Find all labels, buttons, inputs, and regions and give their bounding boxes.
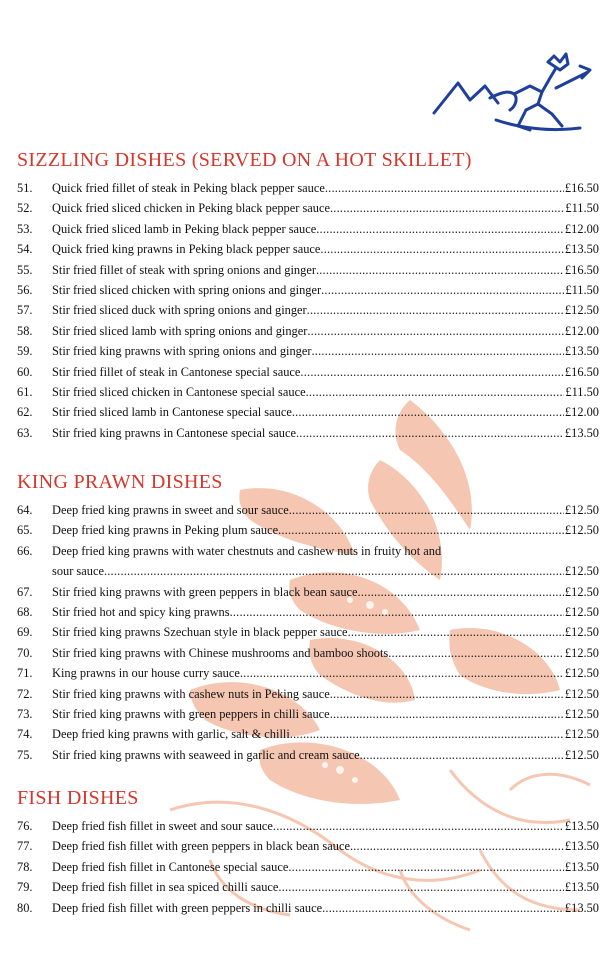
dot-leader	[307, 300, 564, 320]
item-description: Deep fried fish fillet in sea spiced chilli sauce	[52, 880, 279, 895]
dot-leader	[307, 321, 564, 341]
item-description: Stir fried king prawns Szechuan style in black pepper sauce	[52, 625, 348, 640]
item-number: 75.	[17, 747, 33, 762]
dot-leader	[104, 561, 564, 581]
item-number: 60.	[17, 364, 33, 379]
dot-leader	[292, 402, 564, 422]
menu-item	[0, 622, 614, 642]
dot-leader	[316, 219, 564, 239]
item-line	[52, 561, 599, 581]
item-description: Quick fried king prawns in Peking black pepper sauce	[52, 242, 321, 257]
item-number: 70.	[17, 645, 33, 660]
item-description: Deep fried fish fillet in sweet and sour sauce	[52, 819, 273, 833]
dot-leader	[278, 877, 564, 897]
item-line	[52, 622, 599, 642]
item-number: 58.	[17, 323, 33, 338]
item-line	[52, 898, 599, 918]
item-line	[52, 321, 599, 341]
item-description: Quick fried fillet of steak in Peking black pepper sauce	[52, 181, 325, 195]
dot-leader	[330, 198, 564, 218]
item-number: 73.	[17, 706, 33, 721]
item-description: Stir fried fillet of steak with spring onions and ginger	[52, 262, 316, 277]
menu-item	[0, 816, 614, 836]
item-number: 59.	[17, 344, 33, 359]
item-line	[52, 816, 599, 836]
item-price: £13.50	[564, 425, 599, 440]
item-line	[52, 402, 599, 422]
item-line	[52, 663, 599, 683]
dot-leader	[330, 704, 564, 724]
item-description-line: Deep fried king prawns with water chestnuts and cashew nuts in fruity hot and	[52, 543, 442, 558]
dot-leader	[240, 663, 564, 683]
item-description: Deep fried king prawns with garlic, salt & chilli	[52, 727, 290, 742]
item-description: Stir fried sliced chicken in Cantonese special sauce	[52, 384, 306, 399]
item-price: £12.50	[564, 503, 599, 517]
item-line	[52, 836, 599, 856]
item-price: £12.00	[564, 221, 599, 236]
item-number: 68.	[17, 604, 33, 619]
item-price: £12.50	[564, 523, 599, 538]
item-description: Stir fried king prawns in Cantonese special sauce	[52, 425, 296, 440]
item-number: 56.	[17, 282, 33, 297]
item-number: 79.	[17, 880, 33, 895]
item-line	[52, 520, 599, 540]
item-price: £13.50	[564, 900, 599, 915]
item-number: 61.	[17, 384, 33, 399]
section-title: KING PRAWN DISHES	[17, 471, 223, 493]
dot-leader	[311, 341, 563, 361]
item-description: Stir fried sliced duck with spring onions and ginger	[52, 303, 307, 318]
dot-leader	[290, 724, 564, 744]
item-price: £13.50	[564, 819, 599, 833]
menu-item	[0, 402, 614, 422]
dot-leader	[296, 423, 564, 443]
menu-item	[0, 643, 614, 663]
item-price: £13.50	[564, 880, 599, 895]
menu-item	[0, 382, 614, 402]
item-description: Deep fried fish fillet with green peppers in chilli sauce	[52, 900, 323, 915]
item-price: £12.50	[564, 604, 599, 619]
dot-leader	[350, 836, 564, 856]
item-description: Stir fried sliced lamb in Cantonese special sauce	[52, 405, 292, 420]
item-price: £11.50	[565, 384, 599, 399]
item-line	[52, 857, 599, 877]
item-price: £16.50	[564, 181, 599, 195]
menu-item	[0, 362, 614, 382]
item-number: 74.	[17, 727, 33, 742]
item-price: £11.50	[565, 282, 599, 297]
item-line	[52, 684, 599, 704]
item-number: 62.	[17, 405, 33, 420]
section-title: FISH DISHES	[17, 787, 139, 809]
item-description: Stir fried king prawns with Chinese mushrooms and bamboo shoots	[52, 645, 389, 660]
menu-item	[0, 300, 614, 320]
menu-item	[0, 704, 614, 724]
item-line	[52, 260, 599, 280]
menu-item	[0, 260, 614, 280]
dot-leader	[278, 520, 564, 540]
menu-item	[0, 280, 614, 300]
item-line	[52, 239, 599, 259]
item-price: £12.50	[564, 747, 599, 762]
item-number: 72.	[17, 686, 33, 701]
item-description: Deep fried fish fillet in Cantonese special sauce	[52, 859, 289, 874]
menu-item	[0, 520, 614, 540]
item-line	[52, 178, 599, 198]
item-line	[52, 704, 599, 724]
mountain-rider-logo-icon	[430, 48, 595, 133]
menu-item	[0, 857, 614, 877]
dot-leader	[388, 643, 564, 663]
dot-leader	[273, 816, 564, 836]
item-price: £12.50	[564, 625, 599, 640]
item-line	[52, 500, 599, 520]
item-price: £13.50	[564, 839, 599, 854]
item-line	[52, 382, 599, 402]
item-line	[52, 877, 599, 897]
menu-item	[0, 663, 614, 683]
item-description: Deep fried king prawns in Peking plum sauce	[52, 523, 279, 538]
item-line	[52, 280, 599, 300]
item-description: Stir fried king prawns with spring onions and ginger	[52, 344, 312, 359]
item-number: 54.	[17, 242, 33, 257]
dot-leader	[360, 745, 564, 765]
item-price: £11.50	[565, 201, 599, 216]
item-line	[52, 423, 599, 443]
item-price: £12.50	[564, 727, 599, 742]
menu-item	[0, 341, 614, 361]
item-number: 64.	[17, 503, 33, 517]
dot-leader	[322, 898, 564, 918]
item-description: Deep fried fish fillet with green peppers in black bean sauce	[52, 839, 350, 854]
menu-item	[0, 877, 614, 897]
menu-item	[0, 321, 614, 341]
item-price: £12.50	[564, 706, 599, 721]
menu-item	[0, 500, 614, 520]
dot-leader	[306, 382, 565, 402]
item-price: £16.50	[564, 262, 599, 277]
item-price: £12.50	[564, 645, 599, 660]
menu-item	[0, 582, 614, 602]
menu-item	[0, 602, 614, 622]
menu-item	[0, 836, 614, 856]
item-description: Stir fried king prawns with seaweed in garlic and cream sauce	[52, 747, 360, 762]
item-line	[52, 602, 599, 622]
item-price: £13.50	[564, 242, 599, 257]
item-number: 53.	[17, 221, 33, 236]
menu-item	[0, 745, 614, 765]
item-description: Stir fried king prawns with cashew nuts in Peking sauce	[52, 686, 330, 701]
item-price: £12.50	[564, 564, 599, 579]
item-description: sour sauce	[52, 564, 104, 579]
item-number: 77.	[17, 839, 33, 854]
dot-leader	[330, 684, 564, 704]
item-price: £13.50	[564, 859, 599, 874]
menu-item	[0, 541, 614, 582]
item-line	[52, 362, 599, 382]
dot-leader	[325, 178, 564, 198]
menu-section	[0, 470, 614, 765]
dot-leader	[348, 622, 564, 642]
item-number: 52.	[17, 201, 33, 216]
menu-item	[0, 423, 614, 443]
item-price: £12.50	[564, 666, 599, 681]
item-description: Deep fried king prawns in sweet and sour sauce	[52, 503, 289, 517]
item-number: 55.	[17, 262, 33, 277]
dot-leader	[300, 362, 564, 382]
dot-leader	[316, 260, 564, 280]
menu-section	[0, 786, 614, 918]
item-description: Stir fried sliced lamb with spring onions and ginger	[52, 323, 308, 338]
item-number: 65.	[17, 523, 33, 538]
menu-item	[0, 178, 614, 198]
item-price: £12.50	[564, 686, 599, 701]
item-description: Quick fried sliced chicken in Peking black pepper sauce	[52, 201, 330, 216]
item-price: £12.50	[564, 303, 599, 318]
item-number: 71.	[17, 666, 33, 681]
item-line	[52, 724, 599, 744]
item-number: 63.	[17, 425, 33, 440]
item-price: £13.50	[564, 344, 599, 359]
item-number: 78.	[17, 859, 33, 874]
menu-item	[0, 239, 614, 259]
item-price: £12.00	[564, 323, 599, 338]
dot-leader	[320, 239, 564, 259]
item-line	[52, 198, 599, 218]
item-description: King prawns in our house curry sauce	[52, 666, 240, 681]
item-line	[52, 643, 599, 663]
item-description: Stir fried sliced chicken with spring onions and ginger	[52, 282, 322, 297]
item-number: 66.	[17, 543, 33, 558]
item-description: Stir fried king prawns with green peppers in chilli sauce	[52, 706, 330, 721]
item-number: 57.	[17, 303, 33, 318]
item-description: Stir fried king prawns with green peppers in black bean sauce	[52, 584, 358, 599]
dot-leader	[289, 500, 564, 520]
menu-section	[0, 148, 614, 443]
item-line	[52, 745, 599, 765]
menu-item	[0, 684, 614, 704]
dot-leader	[321, 280, 564, 300]
item-price: £12.50	[564, 584, 599, 599]
item-description: Stir fried hot and spicy king prawns	[52, 604, 230, 619]
item-price: £12.00	[564, 405, 599, 420]
menu-item	[0, 898, 614, 918]
item-description: Quick fried sliced lamb in Peking black pepper sauce	[52, 221, 317, 236]
item-description: Stir fried fillet of steak in Cantonese special sauce	[52, 364, 301, 379]
item-number: 80.	[17, 900, 33, 915]
item-line	[52, 582, 599, 602]
item-line	[52, 219, 599, 239]
menu-item	[0, 198, 614, 218]
section-title: SIZZLING DISHES (SERVED ON A HOT SKILLET)	[17, 149, 472, 171]
dot-leader	[288, 857, 564, 877]
dot-leader	[358, 582, 564, 602]
menu-item	[0, 724, 614, 744]
item-line	[52, 341, 599, 361]
item-number: 76.	[17, 819, 33, 833]
menu-item	[0, 219, 614, 239]
item-number: 69.	[17, 625, 33, 640]
item-number: 67.	[17, 584, 33, 599]
item-number: 51.	[17, 181, 33, 195]
dot-leader	[230, 602, 564, 622]
item-price: £16.50	[564, 364, 599, 379]
item-line	[52, 300, 599, 320]
